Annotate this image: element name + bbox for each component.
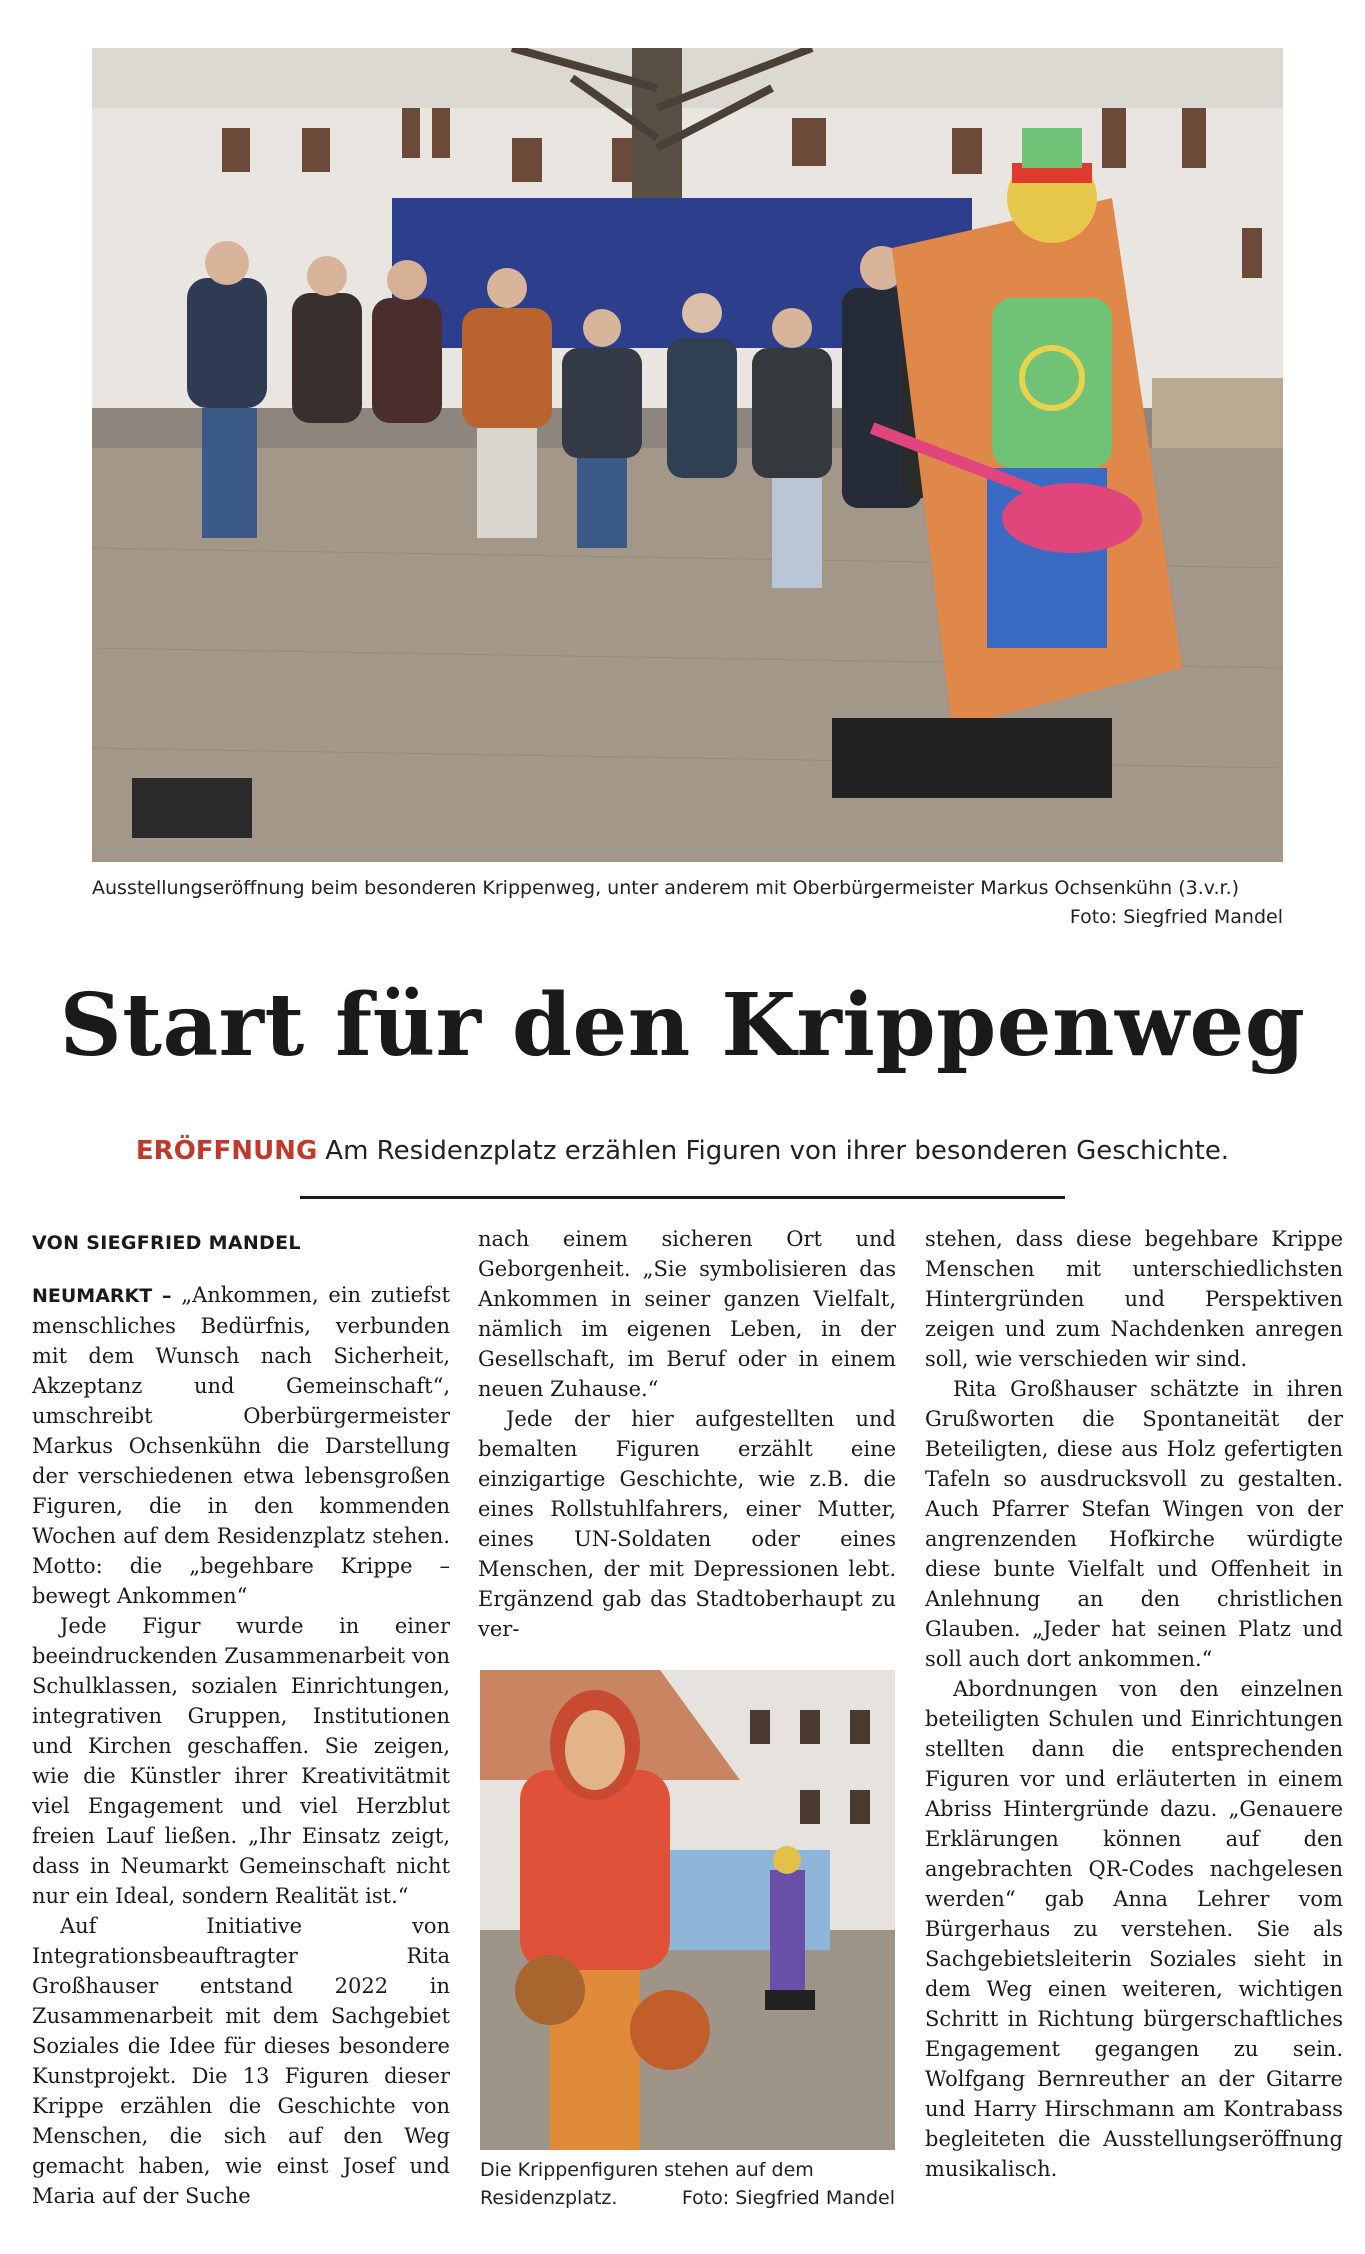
second-photo-caption	[480, 2156, 895, 2212]
paragraph: Auf Initiative von Integrationsbeauftragter Rita Großhauser entstand 2022 in Zusammenarbeit mit dem Sachgebiet Soziales die Idee für dieses besondere Kunstprojekt. Die 13 Figuren dieser Krippe erzählen die Geschichte von Menschen, die sich auf den Weg gemacht haben, wie einst Josef und Maria auf der Suche	[32, 1914, 450, 2208]
second-photo-caption-text: Die Krippenfiguren stehen auf dem Residenzplatz.	[480, 2159, 814, 2209]
paragraph: nach einem sicheren Ort und Geborgenheit. „Sie symbolisieren das Ankommen in seiner ganzen Vielfalt, nämlich im eigenen Leben, in der Gesellschaft, im Beruf oder in einem neuen Zuhause.“	[478, 1227, 896, 1401]
paragraph: Abordnungen von den einzelnen beteiligten Schulen und Einrichtungen stellten dann die entsprechenden Figuren vor und erläuterten in einem Abriss Hintergründe dazu. „Genauere Erklärungen können auf den angebrachten QR-Codes nachgelesen werden“ gab Anna Lehrer vom Bürgerhaus zu verstehen. Sie als Sachgebietsleiterin Soziales sieht in dem Weg einen weiteren, wichtigen Schritt in Richtung bürgerschaftliches Engagement gegangen zu sein. Wolfgang Bernreuther an der Gitarre und Harry Hirschmann am Kontrabass begleiteten die Ausstellungseröffnung musikalisch.	[925, 1677, 1343, 2181]
second-photo	[480, 1670, 895, 2150]
main-photo-credit: Foto: Siegfried Mandel	[1069, 906, 1283, 928]
article-kicker	[0, 1136, 1365, 1166]
main-photo	[92, 48, 1283, 862]
paragraph-text: „Ankommen, ein zutiefst menschliches Bedürfnis, verbunden mit dem Wunsch nach Sicherheit, Akzeptanz und Gemeinschaft“, umschreibt Oberbürgermeister Markus Ochsenkühn die Darstellung der verschiedenen etwa lebensgroßen Figuren, die in den kommenden Wochen auf dem Residenzplatz stehen. Motto: die „begehbare Krippe – bewegt Ankommen“	[32, 1283, 450, 1608]
article-column-2	[478, 1224, 896, 1644]
paragraph: Jede der hier aufgestellten und bemalten Figuren erzählt eine einzigartige Geschichte, wie z.B. die eines Rollstuhlfahrers, einer Mutter, eines UN-Soldaten oder eines Menschen, der mit Depressionen lebt. Ergänzend gab das Stadtoberhaupt zu ver-	[478, 1407, 896, 1641]
paragraph: Jede Figur wurde in einer beeindruckenden Zusammenarbeit von Schulklassen, sozialen Einrichtungen, integrativen Gruppen, Institutionen und Kirchen geschaffen. Sie zeigen, wie die Künstler ihrer Kreativitätmit viel Engagement und viel Herzblut freien Lauf ließen. „Ihr Einsatz zeigt, dass in Neumarkt Gemeinschaft nicht nur ein Ideal, sondern Realität ist.“	[32, 1614, 450, 1908]
group-photo-illustration	[92, 48, 1283, 862]
kicker-lead: ERÖFFNUNG	[135, 1136, 318, 1166]
article-column-3	[925, 1224, 1343, 2184]
paragraph: stehen, dass diese begehbare Krippe Menschen mit unterschiedlichsten Hintergründen und Perspektiven zeigen und zum Nachdenken anregen soll, wie verschieden wir sind.	[925, 1227, 1343, 1371]
byline: VON SIEGFRIED MANDEL	[32, 1232, 301, 1254]
nativity-figures-illustration	[480, 1670, 895, 2150]
second-photo-credit: Foto: Siegfried Mandel	[681, 2187, 895, 2209]
article-column-1	[32, 1228, 450, 2211]
headline-divider	[300, 1196, 1065, 1199]
article-headline: Start für den Krippenweg	[59, 975, 1306, 1076]
main-photo-caption	[92, 874, 1283, 928]
main-photo-caption-text: Ausstellungseröffnung beim besonderen Krippenweg, unter anderem mit Oberbürgermeister Markus Ochsenkühn (3.v.r.)	[92, 877, 1240, 899]
kicker-text: Am Residenzplatz erzählen Figuren von ihrer besonderen Geschichte.	[325, 1136, 1230, 1166]
paragraph	[32, 1280, 450, 1611]
dateline: NEUMARKT –	[32, 1285, 172, 1307]
paragraph: Rita Großhauser schätzte in ihren Grußworten die Spontaneität der Beteiligten, diese aus Holz gefertigten Tafeln so ausdrucksvoll zu gestalten. Auch Pfarrer Stefan Wingen von der angrenzenden Hofkirche würdigte diese bunte Vielfalt und Offenheit in Anlehnung an den christlichen Glauben. „Jeder hat seinen Platz und soll auch dort ankommen.“	[925, 1377, 1343, 1671]
